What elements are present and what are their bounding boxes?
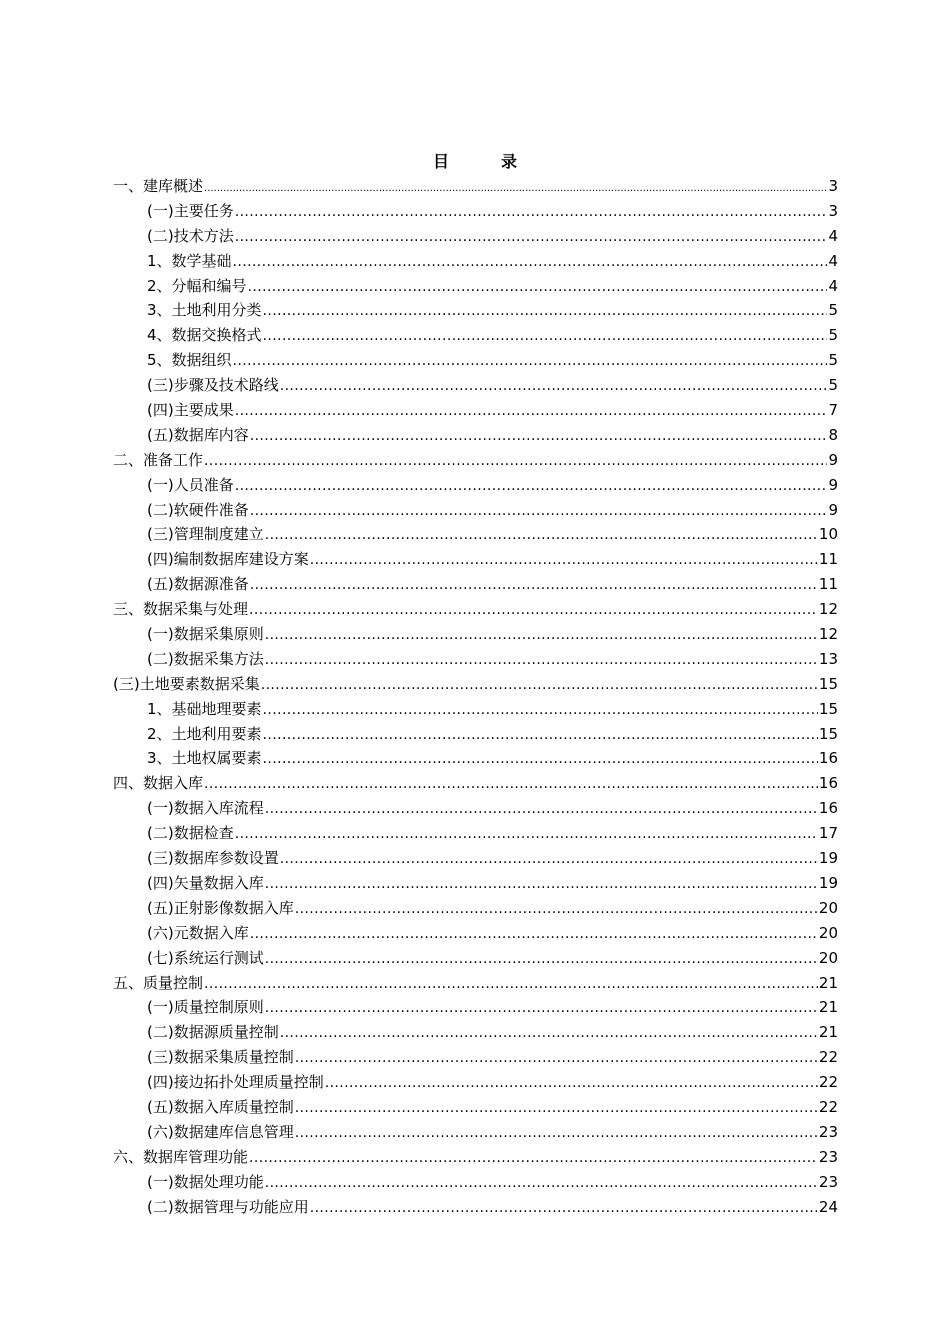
toc-page-number: 22 xyxy=(818,1097,838,1116)
toc-entry[interactable] xyxy=(113,174,838,199)
toc-page-number: 21 xyxy=(818,973,838,992)
toc-dot-leader xyxy=(235,822,818,847)
toc-entry[interactable] xyxy=(113,597,838,622)
toc-entry[interactable] xyxy=(113,1170,838,1195)
toc-dot-leader xyxy=(263,299,828,324)
toc-entry[interactable] xyxy=(113,323,838,348)
toc-dot-leader xyxy=(249,1146,818,1171)
toc-dot-leader xyxy=(235,200,828,225)
toc-entry[interactable] xyxy=(113,398,838,423)
toc-dot-leader xyxy=(265,1171,818,1196)
toc-page-number: 7 xyxy=(828,401,838,420)
toc-page-number: 9 xyxy=(828,450,838,469)
toc-dot-leader xyxy=(295,897,818,922)
toc-entry[interactable] xyxy=(113,572,838,597)
toc-entry[interactable] xyxy=(113,647,838,672)
toc-dot-leader xyxy=(248,275,828,300)
toc-dot-leader xyxy=(235,399,828,424)
toc-page-number: 5 xyxy=(828,301,838,320)
toc-dot-leader xyxy=(204,449,827,474)
toc-entry-text: (三)数据库参数设置 xyxy=(147,849,279,868)
toc-entry[interactable] xyxy=(113,697,838,722)
toc-entry-text: (一)数据处理功能 xyxy=(147,1172,264,1191)
toc-page-number: 24 xyxy=(818,1197,838,1216)
toc-entry-text: (一)人员准备 xyxy=(147,475,234,494)
toc-entry[interactable] xyxy=(113,224,838,249)
toc-page-number: 17 xyxy=(818,824,838,843)
toc-entry[interactable] xyxy=(113,1045,838,1070)
toc-entry-text: (二)技术方法 xyxy=(147,226,234,245)
toc-dot-leader xyxy=(263,698,818,723)
toc-entry-text: 三、数据采集与处理 xyxy=(113,600,249,619)
toc-dot-leader xyxy=(263,723,818,748)
toc-entry[interactable] xyxy=(113,722,838,747)
toc-entry-text: (二)数据管理与功能应用 xyxy=(147,1197,309,1216)
toc-page-number: 21 xyxy=(818,998,838,1017)
toc-entry-text: 四、数据入库 xyxy=(113,774,204,793)
toc-dot-leader xyxy=(265,996,818,1021)
toc-entry[interactable] xyxy=(113,821,838,846)
toc-dot-leader xyxy=(250,922,818,947)
toc-list xyxy=(113,174,838,1219)
toc-dot-leader xyxy=(250,573,818,598)
toc-entry-text: 六、数据库管理功能 xyxy=(113,1147,249,1166)
toc-dot-leader xyxy=(204,177,827,202)
toc-page-number: 20 xyxy=(818,948,838,967)
toc-entry-text: (五)数据源准备 xyxy=(147,575,249,594)
toc-entry-text: 1、基础地理要素 xyxy=(147,699,262,718)
toc-dot-leader xyxy=(204,972,818,997)
toc-entry[interactable] xyxy=(113,274,838,299)
toc-entry-text: (四)接边拓扑处理质量控制 xyxy=(147,1073,324,1092)
toc-entry-text: (三)步骤及技术路线 xyxy=(147,376,279,395)
toc-dot-leader xyxy=(265,648,818,673)
toc-page-number: 11 xyxy=(818,575,838,594)
toc-page-number: 20 xyxy=(818,898,838,917)
toc-page-number: 16 xyxy=(818,799,838,818)
toc-entry[interactable] xyxy=(113,498,838,523)
toc-page-number: 22 xyxy=(818,1073,838,1092)
toc-page-number: 22 xyxy=(818,1048,838,1067)
toc-entry[interactable] xyxy=(113,796,838,821)
toc-page-number: 23 xyxy=(818,1147,838,1166)
toc-entry-text: (四)编制数据库建设方案 xyxy=(147,550,309,569)
toc-page-number: 11 xyxy=(818,550,838,569)
toc-page-number: 23 xyxy=(818,1172,838,1191)
toc-entry-text: 3、土地利用分类 xyxy=(147,301,262,320)
toc-page-number: 3 xyxy=(828,177,838,195)
toc-entry-text: (五)数据入库质量控制 xyxy=(147,1097,294,1116)
toc-dot-leader xyxy=(280,1021,818,1046)
toc-dot-leader xyxy=(261,673,818,698)
toc-dot-leader xyxy=(263,747,818,772)
toc-entry[interactable] xyxy=(113,199,838,224)
toc-dot-leader xyxy=(310,548,818,573)
toc-page-number: 16 xyxy=(818,774,838,793)
toc-entry[interactable] xyxy=(113,946,838,971)
toc-entry-text: 2、土地利用要素 xyxy=(147,724,262,743)
toc-title: 目 录 xyxy=(432,152,535,171)
toc-entry[interactable] xyxy=(113,871,838,896)
toc-entry[interactable] xyxy=(113,995,838,1020)
toc-dot-leader xyxy=(233,250,828,275)
toc-page-number: 5 xyxy=(828,351,838,370)
toc-entry[interactable] xyxy=(113,373,838,398)
toc-page-number: 15 xyxy=(818,724,838,743)
toc-dot-leader xyxy=(265,623,818,648)
toc-page-number: 12 xyxy=(818,625,838,644)
toc-dot-leader xyxy=(265,523,818,548)
toc-dot-leader xyxy=(265,872,818,897)
toc-dot-leader xyxy=(310,1196,818,1221)
toc-page-number: 15 xyxy=(818,674,838,693)
toc-page-number: 4 xyxy=(828,226,838,245)
toc-dot-leader xyxy=(250,499,828,524)
toc-entry-text: (七)系统运行测试 xyxy=(147,948,264,967)
toc-page-number: 9 xyxy=(828,500,838,519)
toc-dot-leader xyxy=(325,1071,818,1096)
toc-entry-text: (一)数据入库流程 xyxy=(147,799,264,818)
toc-page-number: 3 xyxy=(828,201,838,220)
toc-entry-text: (一)主要任务 xyxy=(147,201,234,220)
toc-entry-text: (二)软硬件准备 xyxy=(147,500,249,519)
toc-entry[interactable] xyxy=(113,1145,838,1170)
toc-dot-leader xyxy=(265,797,818,822)
toc-entry-text: 一、建库概述 xyxy=(113,177,204,195)
toc-page-number: 4 xyxy=(828,251,838,270)
toc-entry-text: (一)质量控制原则 xyxy=(147,998,264,1017)
toc-entry-text: 五、质量控制 xyxy=(113,973,204,992)
toc-entry[interactable] xyxy=(113,249,838,274)
toc-entry-text: (三)土地要素数据采集 xyxy=(113,674,260,693)
toc-dot-leader xyxy=(250,424,828,449)
toc-entry[interactable] xyxy=(113,746,838,771)
toc-page-number: 10 xyxy=(818,525,838,544)
toc-entry[interactable] xyxy=(113,846,838,871)
toc-entry-text: (四)矢量数据入库 xyxy=(147,873,264,892)
toc-entry[interactable] xyxy=(113,448,838,473)
toc-page-number: 9 xyxy=(828,475,838,494)
toc-entry[interactable] xyxy=(113,473,838,498)
toc-page-number: 12 xyxy=(818,600,838,619)
toc-entry[interactable] xyxy=(113,423,838,448)
toc-entry-text: (二)数据检查 xyxy=(147,824,234,843)
toc-entry[interactable] xyxy=(113,1095,838,1120)
toc-entry-text: (五)数据库内容 xyxy=(147,425,249,444)
toc-dot-leader xyxy=(295,1096,818,1121)
toc-entry-text: 1、数学基础 xyxy=(147,251,232,270)
toc-dot-leader xyxy=(295,1121,818,1146)
toc-entry[interactable] xyxy=(113,1020,838,1045)
toc-dot-leader xyxy=(249,598,818,623)
toc-dot-leader xyxy=(235,474,828,499)
toc-entry-text: 2、分幅和编号 xyxy=(147,276,247,295)
toc-dot-leader xyxy=(280,374,828,399)
toc-dot-leader xyxy=(295,1046,818,1071)
toc-dot-leader xyxy=(265,947,818,972)
toc-page-number: 5 xyxy=(828,326,838,345)
toc-entry-text: (二)数据采集方法 xyxy=(147,649,264,668)
toc-entry-text: (三)管理制度建立 xyxy=(147,525,264,544)
toc-dot-leader xyxy=(235,225,828,250)
toc-page-number: 4 xyxy=(828,276,838,295)
toc-entry-text: 3、土地权属要素 xyxy=(147,749,262,768)
toc-dot-leader xyxy=(263,324,828,349)
toc-dot-leader xyxy=(204,772,818,797)
toc-page-number: 15 xyxy=(818,699,838,718)
toc-entry[interactable] xyxy=(113,348,838,373)
toc-page-number: 13 xyxy=(818,649,838,668)
toc-page-number: 16 xyxy=(818,749,838,768)
toc-entry[interactable] xyxy=(113,622,838,647)
toc-entry[interactable] xyxy=(113,1195,838,1220)
toc-dot-leader xyxy=(280,847,818,872)
toc-page-number: 19 xyxy=(818,849,838,868)
toc-entry-text: 5、数据组织 xyxy=(147,351,232,370)
toc-entry-text: 4、数据交换格式 xyxy=(147,326,262,345)
toc-entry-text: 二、准备工作 xyxy=(113,450,204,469)
toc-entry[interactable] xyxy=(113,771,838,796)
toc-entry[interactable] xyxy=(113,547,838,572)
toc-entry-text: (六)数据建库信息管理 xyxy=(147,1122,294,1141)
toc-entry-text: (一)数据采集原则 xyxy=(147,625,264,644)
toc-page-number: 5 xyxy=(828,376,838,395)
toc-page-number: 8 xyxy=(828,425,838,444)
toc-page-number: 23 xyxy=(818,1122,838,1141)
toc-dot-leader xyxy=(233,349,828,374)
toc-entry[interactable] xyxy=(113,971,838,996)
toc-entry-text: (三)数据采集质量控制 xyxy=(147,1048,294,1067)
toc-page-number: 20 xyxy=(818,923,838,942)
toc-entry[interactable] xyxy=(113,921,838,946)
toc-page-number: 19 xyxy=(818,873,838,892)
toc-entry[interactable] xyxy=(113,522,838,547)
toc-entry[interactable] xyxy=(113,1070,838,1095)
toc-entry-text: (六)元数据入库 xyxy=(147,923,249,942)
toc-page-number: 21 xyxy=(818,1023,838,1042)
toc-entry[interactable] xyxy=(113,896,838,921)
toc-entry-text: (四)主要成果 xyxy=(147,401,234,420)
toc-entry-text: (二)数据源质量控制 xyxy=(147,1023,279,1042)
toc-entry[interactable] xyxy=(113,1120,838,1145)
toc-entry[interactable] xyxy=(113,298,838,323)
toc-entry-text: (五)正射影像数据入库 xyxy=(147,898,294,917)
toc-entry[interactable] xyxy=(113,672,838,697)
